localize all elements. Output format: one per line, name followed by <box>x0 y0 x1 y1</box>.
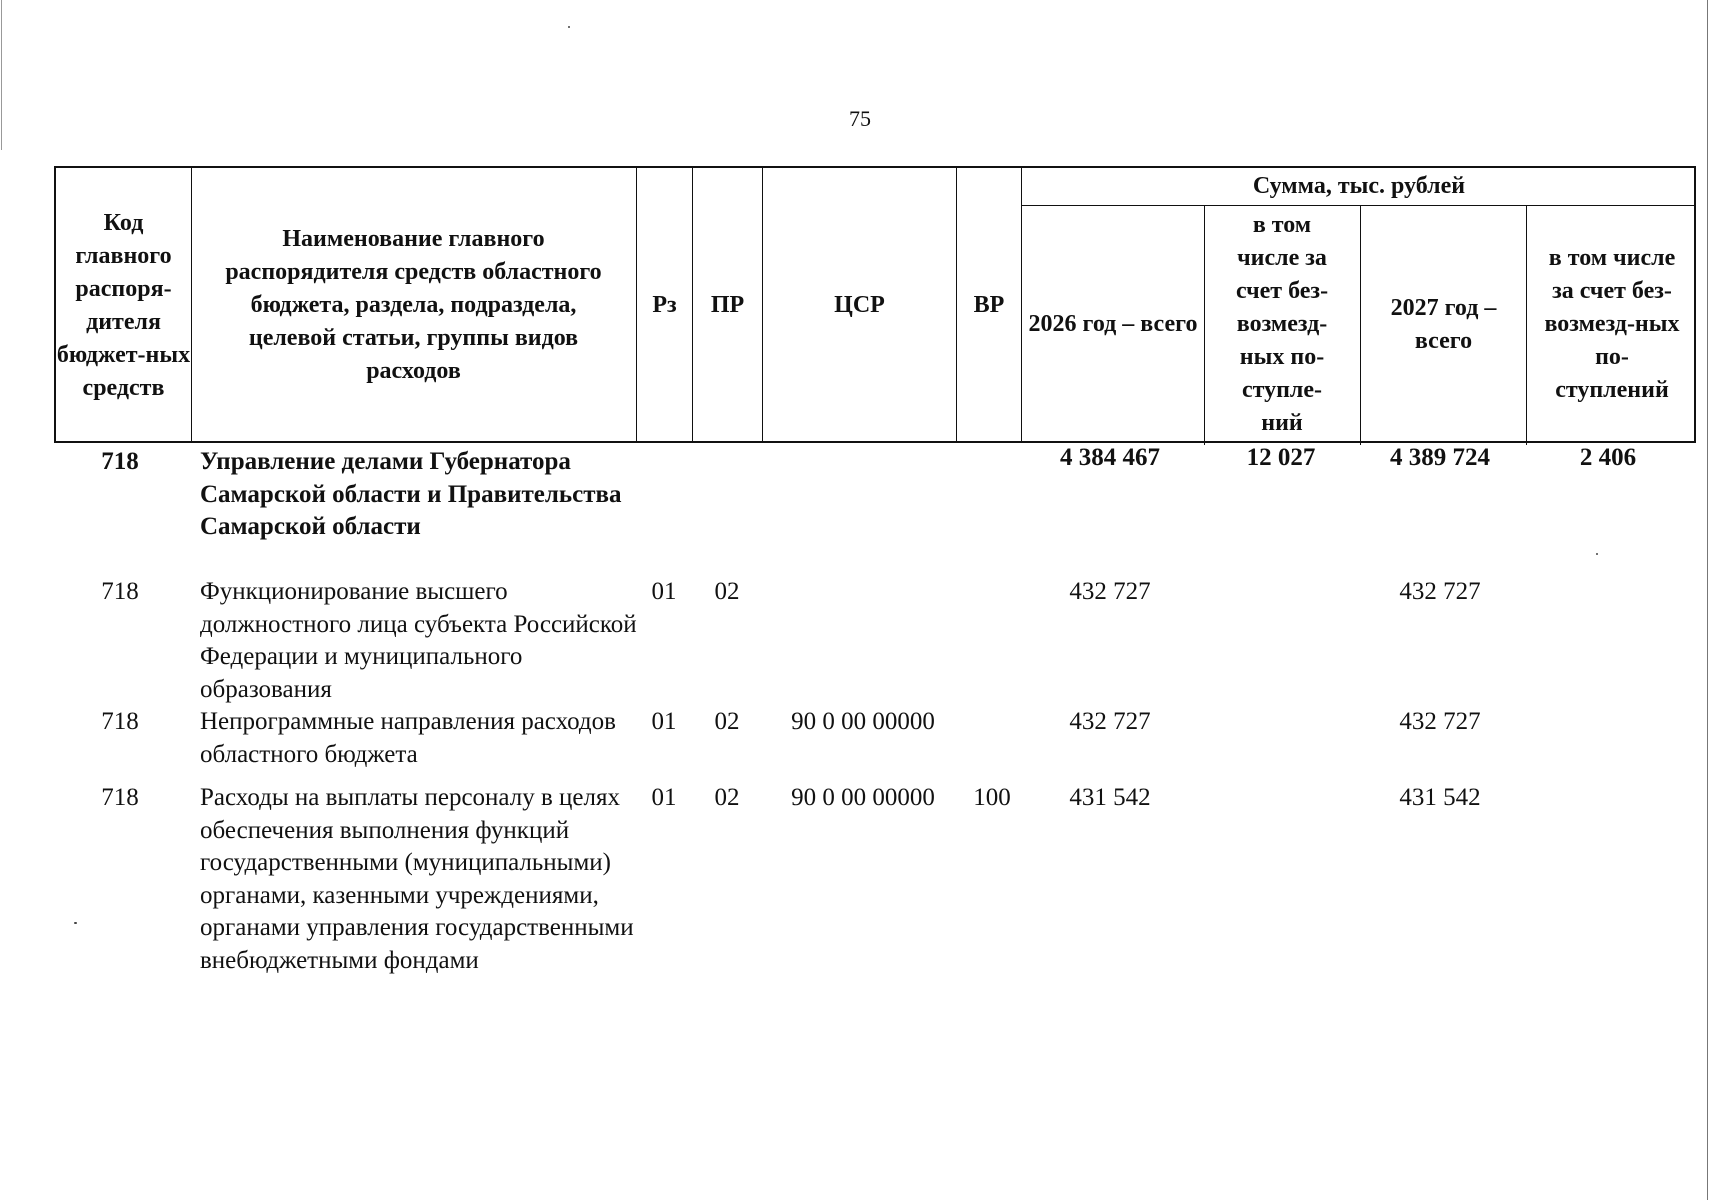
header-grants-2026: в том числе за счет без-возмезд-ных по-ступле-ний <box>1235 212 1329 436</box>
cell-total-2027: 432 727 <box>1399 708 1481 735</box>
cell-total-2026: 431 542 <box>1069 784 1151 811</box>
column-rule <box>1021 168 1022 441</box>
column-rule <box>1526 206 1527 445</box>
cell-name: Управление делами Губернатора Самарской области и Правительства Самарской области <box>200 448 622 540</box>
cell-total-2027: 432 727 <box>1399 578 1481 605</box>
cell-total-2026: 432 727 <box>1069 708 1151 735</box>
scan-speck <box>74 922 77 924</box>
column-rule <box>1360 206 1361 445</box>
header-vr: ВР <box>973 292 1005 318</box>
cell-code: 718 <box>101 784 139 811</box>
cell-name: Функционирование высшего должностного лица субъекта Российской Федерации и муниципального образования <box>200 578 637 703</box>
sheet-edge-line <box>1707 0 1708 1200</box>
cell-rz: 01 <box>651 708 677 735</box>
cell-csr: 90 0 00 00000 <box>791 708 935 735</box>
cell-vr: 100 <box>973 784 1011 811</box>
cell-code: 718 <box>101 448 139 475</box>
cell-rz: 01 <box>651 578 677 605</box>
cell-grants-2026: 12 027 <box>1246 444 1316 471</box>
column-rule <box>1204 206 1205 445</box>
cell-total-2027: 431 542 <box>1399 784 1481 811</box>
column-rule <box>191 168 192 441</box>
header-pr: ПР <box>710 292 745 318</box>
cell-name: Непрограммные направления расходов областного бюджета <box>200 708 616 768</box>
header-name: Наименование главного распорядителя средств областного бюджета, раздела, подраздела, целевой статьи, группы видов расходов <box>225 226 602 384</box>
page-number: 75 <box>849 106 871 131</box>
cell-code: 718 <box>101 708 139 735</box>
header-code: Код главного распоря-дителя бюджет-ных средств <box>56 209 191 401</box>
header-rz: Рз <box>652 292 677 318</box>
table-header <box>54 166 1696 443</box>
cell-total-2027: 4 389 724 <box>1390 444 1490 471</box>
cell-pr: 02 <box>714 578 740 605</box>
header-grants-2027: в том числе за счет без-возмезд-ных по-ступлений <box>1544 245 1680 403</box>
cell-csr: 90 0 00 00000 <box>791 784 935 811</box>
header-csr: ЦСР <box>834 292 885 318</box>
header-total-2027: 2027 год – всего <box>1390 294 1497 354</box>
scan-speck <box>1596 553 1598 555</box>
cell-total-2026: 4 384 467 <box>1060 444 1160 471</box>
header-total-2026: 2026 год – всего <box>1028 311 1198 337</box>
cell-grants-2027: 2 406 <box>1579 444 1637 471</box>
cell-total-2026: 432 727 <box>1069 578 1151 605</box>
scan-speck <box>568 26 570 28</box>
cell-pr: 02 <box>714 784 740 811</box>
cell-name: Расходы на выплаты персоналу в целях обеспечения выполнения функций государственными (муниципальными) органами, казенными учреждениями, органами управления государственными внебюджетными фондами <box>200 784 634 974</box>
cell-code: 718 <box>101 578 139 605</box>
cell-rz: 01 <box>651 784 677 811</box>
header-sum-group: Сумма, тыс. рублей <box>1252 173 1466 199</box>
cell-pr: 02 <box>714 708 740 735</box>
